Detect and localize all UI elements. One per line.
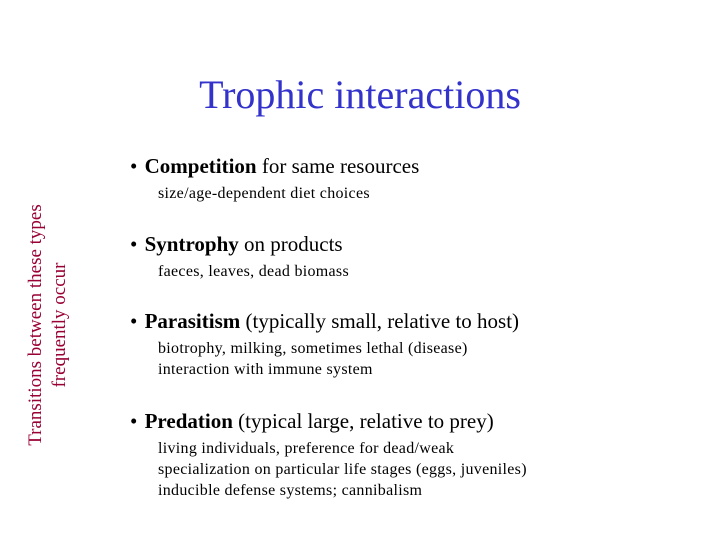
side-note-line-2: frequently occur [49, 262, 70, 388]
bullet-dot: • [130, 409, 138, 433]
bullet-dot: • [130, 232, 138, 256]
bullet-predation [130, 409, 494, 433]
details-competition [158, 183, 370, 204]
bullet-term: Predation [144, 409, 233, 433]
bullet-dot: • [130, 309, 138, 333]
bullet-text: for same resources [256, 154, 420, 178]
bullet-parasitism [130, 309, 519, 333]
slide-title: Trophic interactions [199, 72, 521, 117]
bullet-term: Competition [144, 154, 257, 178]
details-syntrophy [158, 261, 349, 282]
detail-line: size/age-dependent diet choices [158, 185, 370, 202]
detail-line: biotrophy, milking, sometimes lethal (disease) [158, 340, 468, 357]
bullet-text: on products [238, 232, 343, 256]
bullet-text: (typically small, relative to host) [240, 309, 520, 333]
bullet-term: Parasitism [144, 309, 241, 333]
bullet-text: (typical large, relative to prey) [232, 409, 494, 433]
bullet-competition [130, 154, 419, 178]
detail-line: specialization on particular life stages (eggs, juveniles) [158, 461, 527, 478]
bullet-dot: • [130, 154, 138, 178]
bullet-syntrophy [130, 232, 343, 256]
details-parasitism [158, 338, 468, 380]
detail-line: living individuals, preference for dead/weak [158, 440, 455, 457]
bullet-term: Syntrophy [144, 232, 239, 256]
detail-line: faeces, leaves, dead biomass [158, 263, 349, 280]
details-predation [158, 438, 527, 501]
detail-line: interaction with immune system [158, 361, 373, 378]
detail-line: inducible defense systems; cannibalism [158, 482, 423, 499]
side-note-line-1: Transitions between these types [25, 204, 46, 446]
side-note [24, 155, 76, 495]
